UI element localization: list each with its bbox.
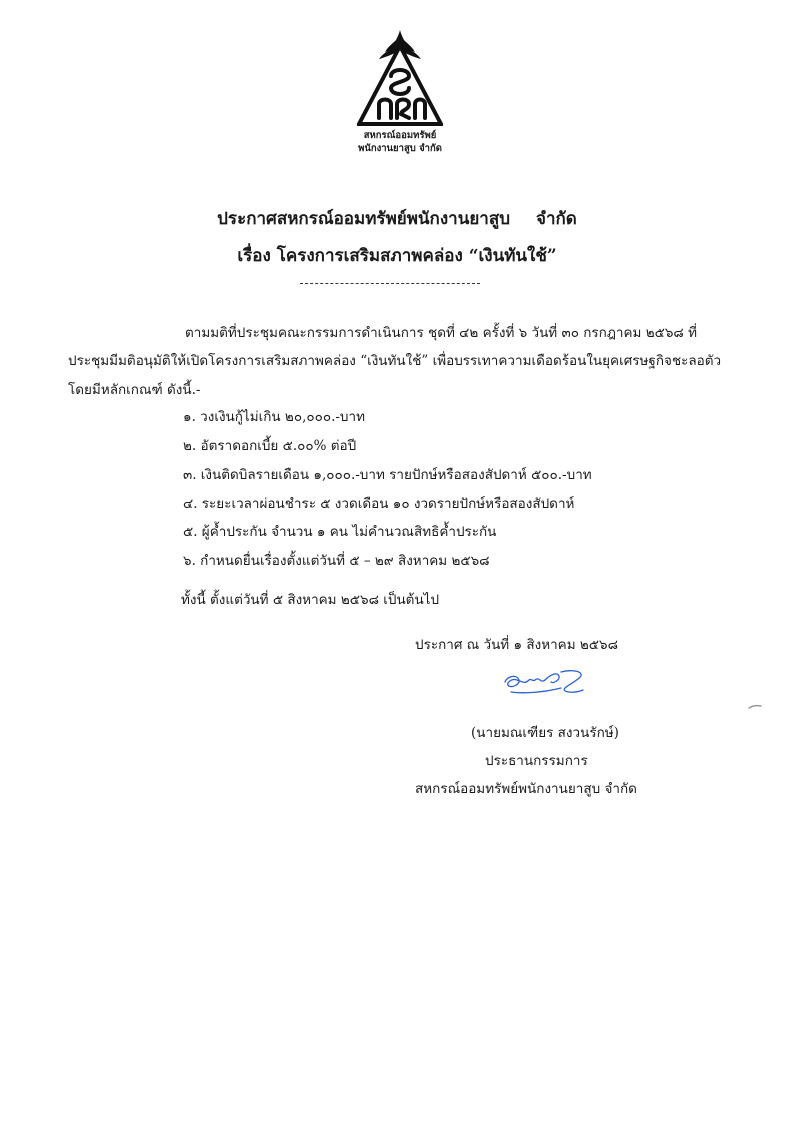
criteria-item: ๒. อัตราดอกเบี้ย ๕.๐๐% ต่อปี (183, 438, 357, 454)
paper-smudge (748, 704, 762, 710)
signatory-organization: สหกรณ์ออมทรัพย์พนักงานยาสูบ จำกัด (415, 781, 637, 797)
criteria-item: ๕. ผู้ค้ำประกัน จำนวน ๑ คน ไม่คำนวณสิทธิค้ำประกัน (183, 524, 497, 540)
logo-caption-line1: สหกรณ์ออมทรัพย์ (363, 130, 437, 141)
criteria-item: ๖. กำหนดยื่นเรื่องตั้งแต่วันที่ ๕ – ๒๙ สิงหาคม ๒๕๖๘ (183, 553, 490, 569)
announcement-title (0, 205, 794, 232)
announcement-subject: เรื่อง โครงการเสริมสภาพคล่อง “เงินทันใช้” (237, 246, 557, 266)
criteria-item: ๑. วงเงินกู้ไม่เกิน ๒๐,๐๐๐.-บาท (183, 409, 365, 425)
signatory-role: ประธานกรรมการ (485, 753, 588, 769)
criteria-item: ๔. ระยะเวลาผ่อนชำระ ๕ งวดเดือน ๑๐ งวดรายปักษ์หรือสองสัปดาห์ (183, 496, 575, 512)
logo-caption-line2: พนักงานยาสูบ จำกัด (358, 143, 442, 154)
announcement-title-suffix: จำกัด (536, 209, 577, 229)
body-line-2: ประชุมมีมติอนุมัติให้เปิดโครงการเสริมสภาพคล่อง “เงินทันใช้” เพื่อบรรเทาความเดือดร้อนในยุคเศรษฐกิจชะลอตัว (68, 353, 722, 369)
title-divider (300, 283, 480, 284)
body-line-3: โดยมีหลักเกณฑ์ ดังนี้.- (68, 382, 201, 398)
announcement-date: ประกาศ ณ วันที่ ๑ สิงหาคม ๒๕๖๘ (415, 637, 618, 653)
cooperative-logo (345, 28, 455, 153)
body-line-1: ตามมติที่ประชุมคณะกรรมการดำเนินการ ชุดที่ ๔๒ ครั้งที่ ๖ วันที่ ๓๐ กรกฎาคม ๒๕๖๘ ที่ (185, 325, 698, 341)
handwritten-signature (495, 662, 590, 702)
criteria-item: ๓. เงินติดบิลรายเดือน ๑,๐๐๐.-บาท รายปักษ์หรือสองสัปดาห์ ๕๐๐.-บาท (183, 467, 592, 483)
announcement-title-main: ประกาศสหกรณ์ออมทรัพย์พนักงานยาสูบ (217, 209, 510, 229)
cooperative-emblem-icon (357, 28, 443, 128)
signatory-name: (นายมณเฑียร สงวนรักษ์) (471, 725, 619, 741)
effective-date-statement: ทั้งนี้ ตั้งแต่วันที่ ๕ สิงหาคม ๒๕๖๘ เป็นต้นไป (181, 592, 440, 608)
